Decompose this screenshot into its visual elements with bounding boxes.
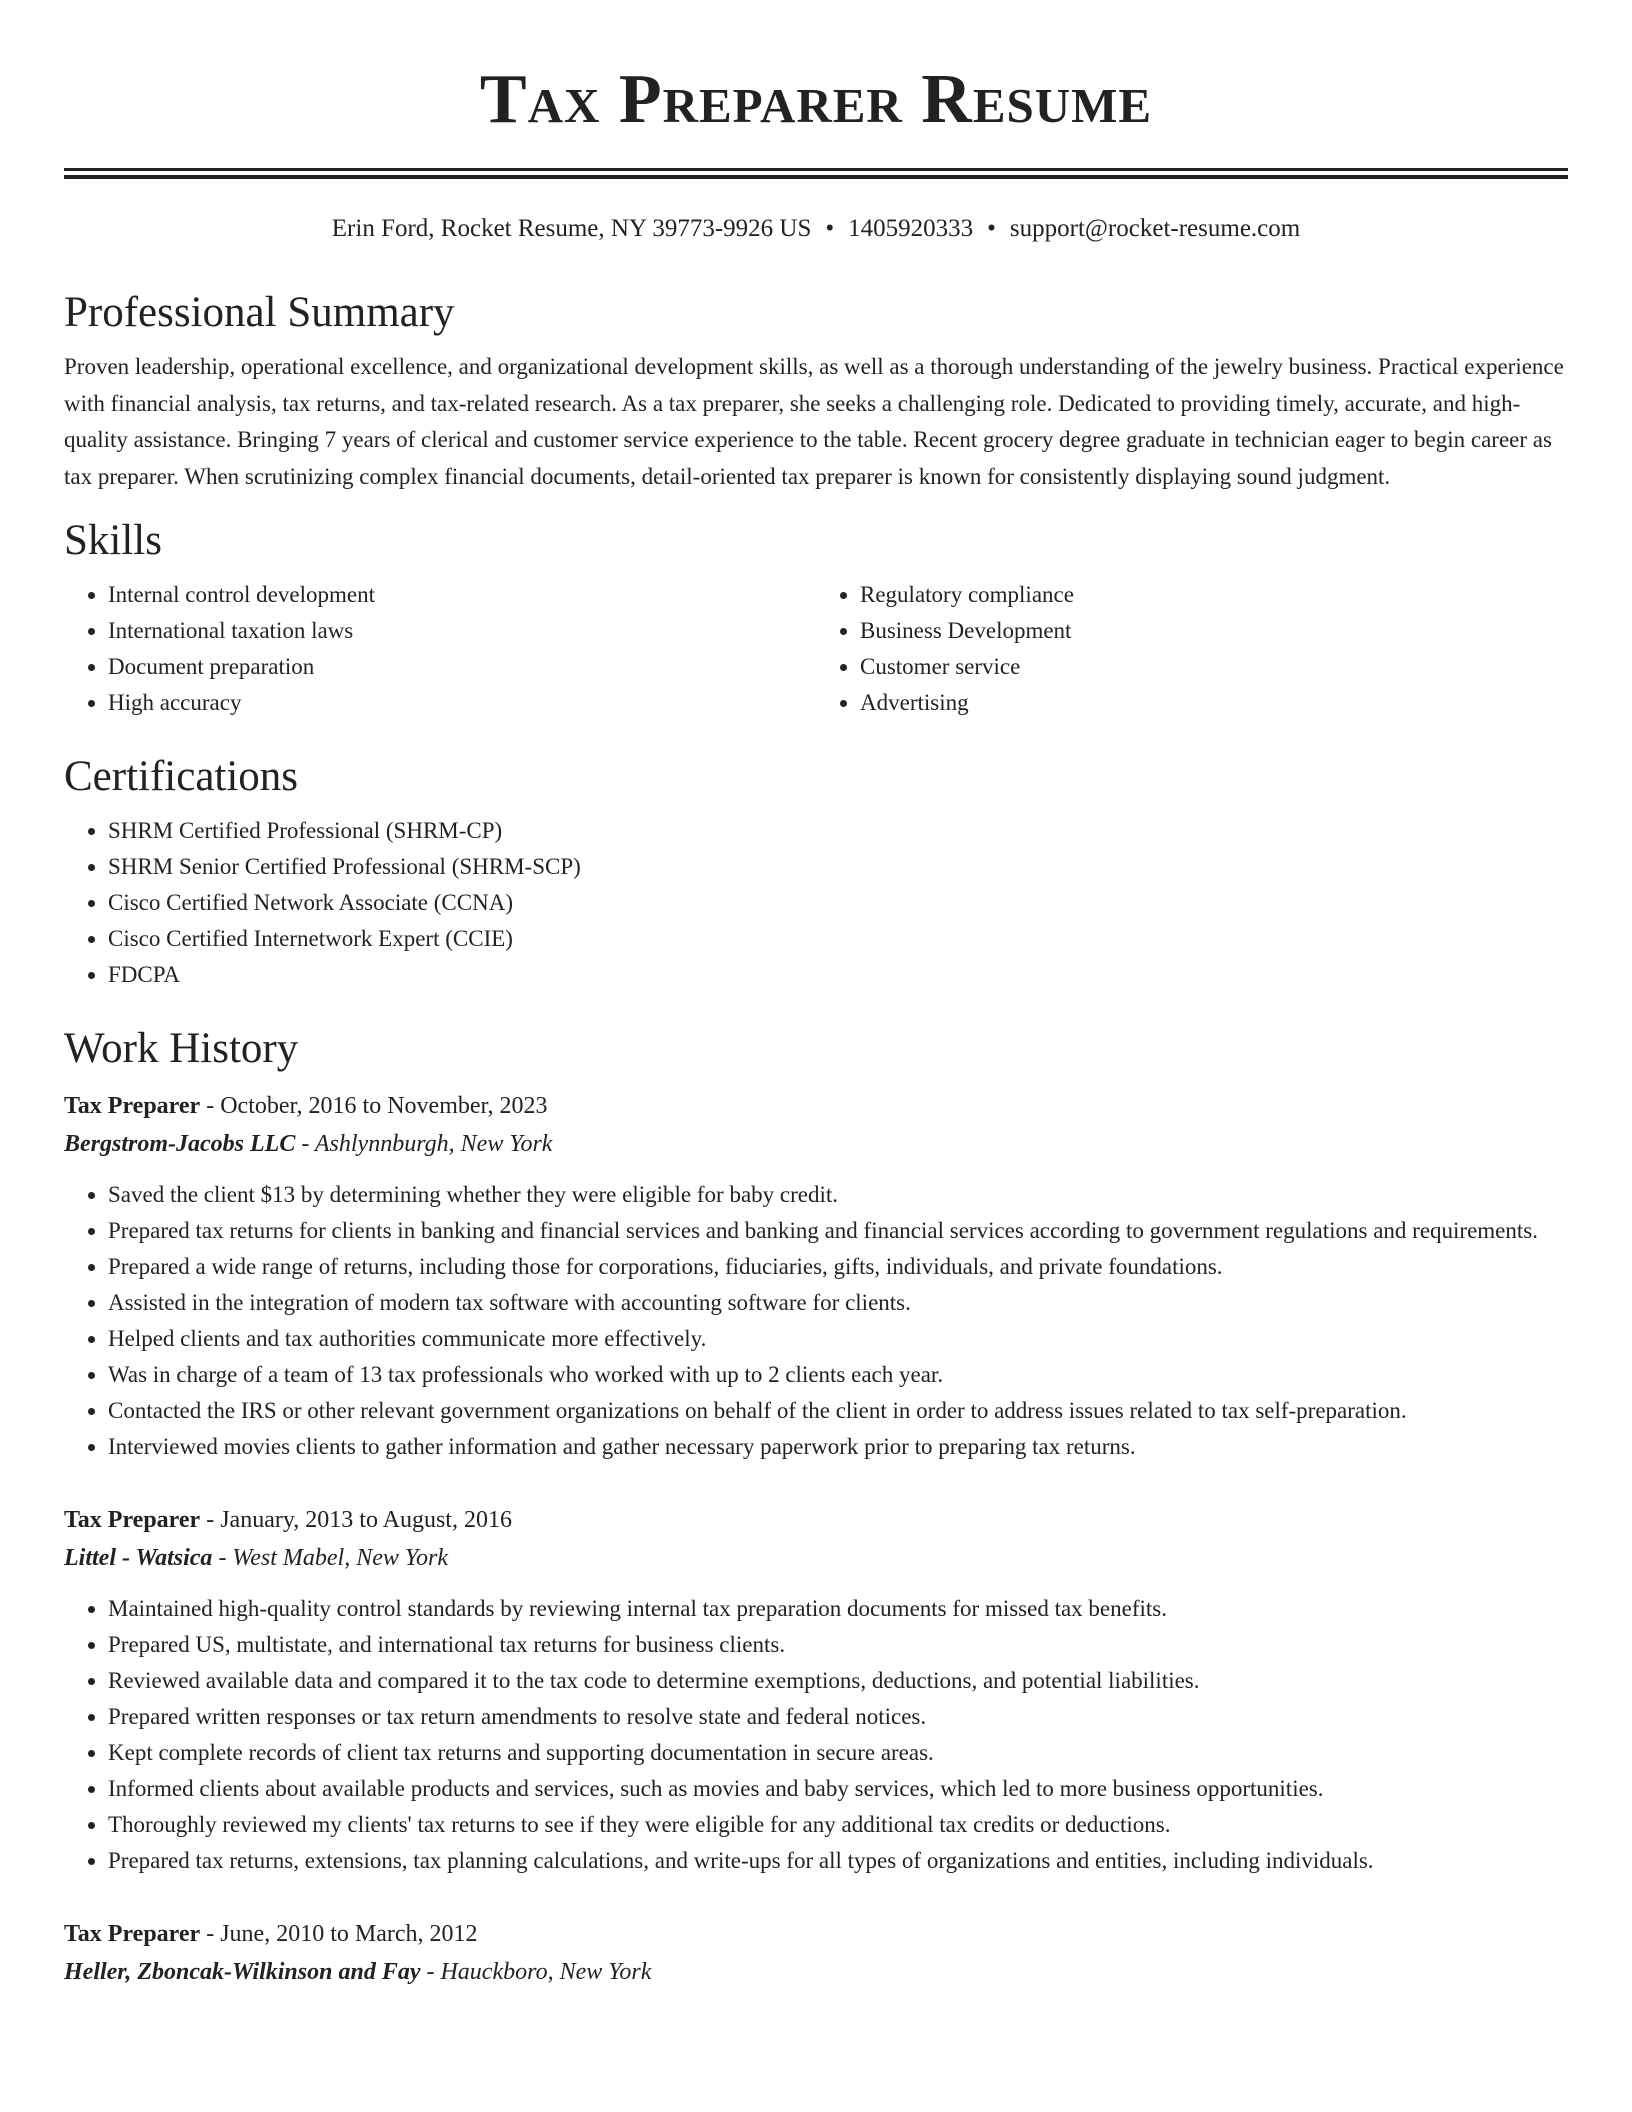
contact-phone: 1405920333 [848,215,974,242]
certification-item: • Cisco Certified Internetwork Expert (CCIE) [108,921,1568,957]
job-bullet: • Contacted the IRS or other relevant government organizations on behalf of the client in order to address issues related to tax self-preparation. [108,1393,1568,1429]
job-title-line [64,1087,1568,1125]
summary-text: Proven leadership, operational excellence, and organizational development skills, as well as a thorough understanding of the jewelry business. Practical experience with financial analysis, tax returns, and tax-related research. As a tax preparer, she seeks a challenging role. Dedicated to providing timely, accurate, and high-quality assistance. Bringing 7 years of clerical and customer service experience to the table. Recent grocery degree graduate in technician eager to begin career as tax preparer. When scrutinizing complex financial documents, detail-oriented tax preparer is known for consistently displaying sound judgment. [64,354,1564,489]
job-title-line [64,1501,1568,1539]
skill-item: • Customer service [860,649,1568,685]
job-bullet: • Maintained high-quality control standards by reviewing internal tax preparation documents for missed tax benefits. [108,1591,1568,1627]
contact-separator: • [987,215,996,242]
certification-item: • SHRM Senior Certified Professional (SHRM-SCP) [108,849,1568,885]
job-title: Tax Preparer [64,1093,201,1119]
job-company: Littel - Watsica [64,1545,213,1571]
job-company: Heller, Zboncak-Wilkinson and Fay [64,1959,421,1985]
job-bullet: • Was in charge of a team of 13 tax professionals who worked with up to 2 clients each year. [108,1357,1568,1393]
summary-heading: Professional Summary [64,289,455,336]
job-entry [64,1087,1568,1465]
title-double-rule [64,168,1568,179]
job-company-line [64,1125,1568,1163]
skill-item: • Internal control development [108,577,816,613]
job-company-line [64,1539,1568,1577]
job-dates: - October, 2016 to November, 2023 [200,1093,548,1119]
job-bullet: • Prepared US, multistate, and international tax returns for business clients. [108,1627,1568,1663]
job-bullet: • Assisted in the integration of modern tax software with accounting software for clients. [108,1285,1568,1321]
skills-columns [64,577,1568,721]
contact-line [64,213,1568,245]
contact-address: Erin Ford, Rocket Resume, NY 39773-9926 US [331,215,812,242]
job-bullet: • Reviewed available data and compared it to the tax code to determine exemptions, deductions, and potential liabilities. [108,1663,1568,1699]
job-location: - West Mabel, New York [212,1545,448,1571]
job-title-line [64,1915,1568,1953]
skill-item: • Advertising [860,685,1568,721]
job-bullet: • Kept complete records of client tax returns and supporting documentation in secure areas. [108,1735,1568,1771]
job-dates: - January, 2013 to August, 2016 [200,1507,512,1533]
job-bullet: • Informed clients about available products and services, such as movies and baby services, which led to more business opportunities. [108,1771,1568,1807]
skills-list-left [64,577,816,721]
job-bullets [64,1177,1568,1465]
certifications-list [64,813,1568,993]
skill-item: • Document preparation [108,649,816,685]
job-entry [64,1501,1568,1879]
job-bullet: • Saved the client $13 by determining whether they were eligible for baby credit. [108,1177,1568,1213]
job-entry [64,1915,1568,1991]
job-bullet: • Prepared written responses or tax return amendments to resolve state and federal notices. [108,1699,1568,1735]
contact-email: support@rocket-resume.com [1009,215,1301,242]
skill-item: • Business Development [860,613,1568,649]
skills-list-right [816,577,1568,721]
certification-item: • SHRM Certified Professional (SHRM-CP) [108,813,1568,849]
job-bullet: • Prepared a wide range of returns, including those for corporations, fiduciaries, gifts, individuals, and private foundations. [108,1249,1568,1285]
job-company: Bergstrom-Jacobs LLC [64,1131,296,1157]
job-bullet: • Helped clients and tax authorities communicate more effectively. [108,1321,1568,1357]
job-company-line [64,1953,1568,1991]
job-title: Tax Preparer [64,1921,201,1947]
job-bullet: • Prepared tax returns, extensions, tax planning calculations, and write-ups for all types of organizations and entities, including individuals. [108,1843,1568,1879]
skills-heading: Skills [64,517,162,564]
work-history-heading: Work History [64,1025,299,1072]
contact-separator: • [825,215,835,242]
job-title: Tax Preparer [64,1507,201,1533]
job-location: - Ashlynnburgh, New York [295,1131,553,1157]
skill-item: • High accuracy [108,685,816,721]
job-bullet: • Prepared tax returns for clients in banking and financial services and banking and financial services according to government regulations and requirements. [108,1213,1568,1249]
certifications-heading: Certifications [64,753,299,800]
job-bullet: • Thoroughly reviewed my clients' tax returns to see if they were eligible for any additional tax credits or deductions. [108,1807,1568,1843]
job-bullet: • Interviewed movies clients to gather information and gather necessary paperwork prior to preparing tax returns. [108,1429,1568,1465]
certification-item: • Cisco Certified Network Associate (CCNA) [108,885,1568,921]
resume-title: Tax Preparer Resume [479,61,1153,138]
skill-item: • International taxation laws [108,613,816,649]
skill-item: • Regulatory compliance [860,577,1568,613]
job-bullets [64,1591,1568,1879]
job-location: - Hauckboro, New York [420,1959,652,1985]
job-dates: - June, 2010 to March, 2012 [200,1921,478,1947]
certification-item: • FDCPA [108,957,1568,993]
